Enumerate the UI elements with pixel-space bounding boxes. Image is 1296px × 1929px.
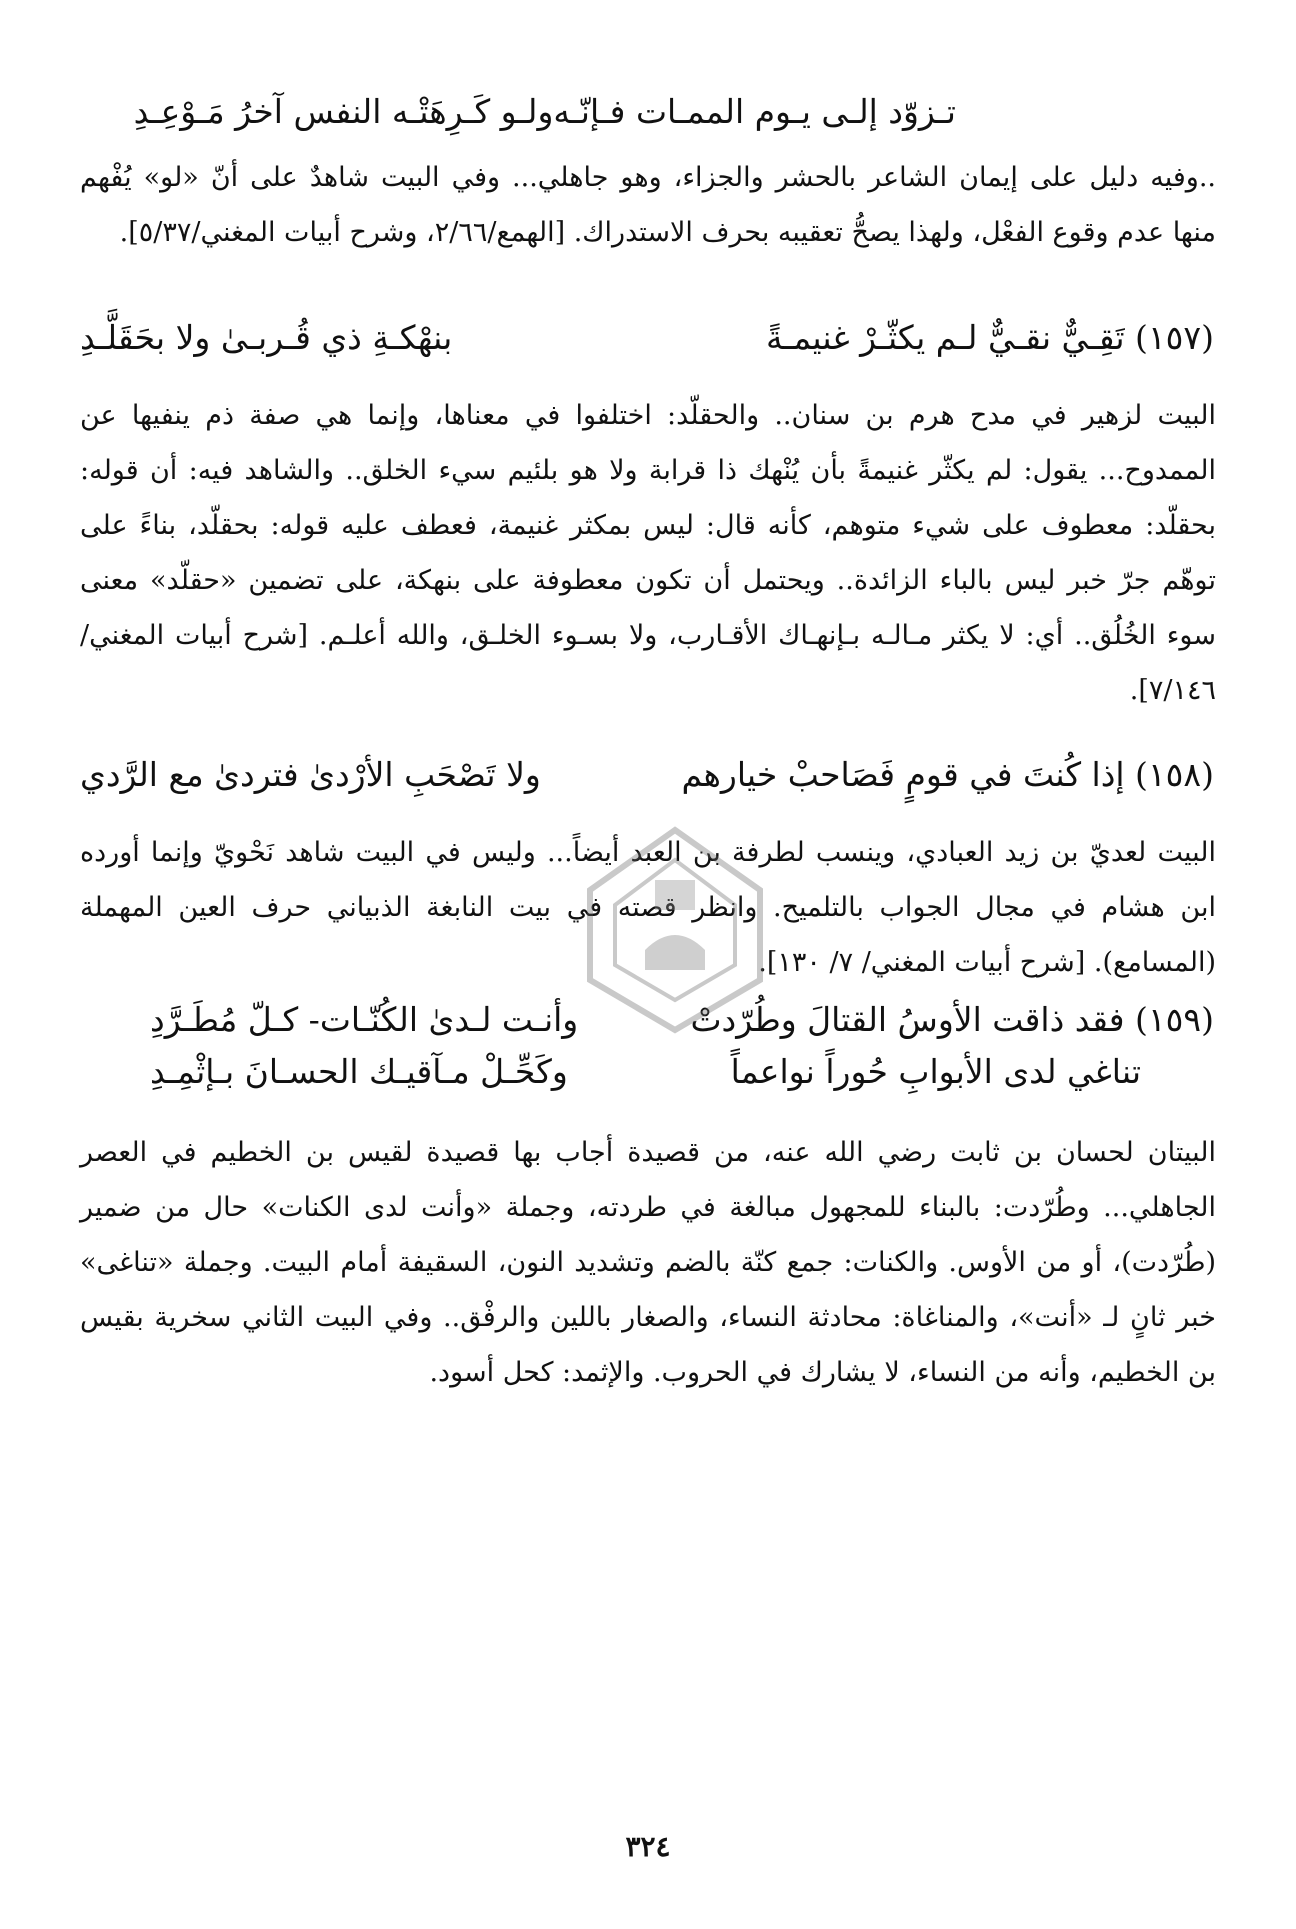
- verse-159-second: [150, 1052, 1141, 1091]
- library-watermark-seal: [560, 820, 790, 1040]
- verse-hemistich-first: (١٥٨) إذا كُنتَ في قومٍ فَصَاحبْ خيارهم: [681, 755, 1214, 794]
- verse-158: [80, 755, 1214, 794]
- verse-hemistich-second: ولا تَصْحَبِ الأرْدىٰ فتردىٰ مع الرَّدي: [80, 755, 541, 794]
- verse-hemistich-first: تـزوّد إلـى يـوم الممـات فـإنّـه: [553, 92, 956, 131]
- verse-hemistich-second: وكَحِّـلْ مـآقيـك الحسـانَ بـإثْمِـدِ: [150, 1052, 568, 1091]
- verse-hemistich-first: تناغي لدى الأبوابِ حُوراً نواعماً: [730, 1052, 1141, 1091]
- commentary-paragraph: البيتان لحسان بن ثابت رضي الله عنه، من قصيدة أجاب بها قصيدة لقيس بن الخطيم في العصر الجاهلي... وطُرّدت: بالبناء للمجهول مبالغة في طردته، وجملة «وأنت لدى الكنات» حال من ضمير (طُرّدت)، أو من الأوس. والكنات: جمع كنّة بالضم وتشديد النون، السقيفة أمام البيت. وجملة «تناغى» خبر ثانٍ لـ «أنت»، والمناغاة: محادثة النساء، والصغار باللين والرفْق.. وفي البيت الثاني سخرية بقيس بن الخطيم، وأنه من النساء، لا يشارك في الحروب. والإثمد: كحل أسود.: [80, 1137, 1216, 1388]
- page-number: ٣٢٤: [625, 1830, 671, 1863]
- commentary-paragraph: ..وفيه دليل على إيمان الشاعر بالحشر والجزاء، وهو جاهلي... وفي البيت شاهدٌ على أنّ «لو» يُفْهم منها عدم وقوع الفعْل، ولهذا يصحُّ تعقيبه بحرف الاستدراك. [الهمع/٢/٦٦، وشرح أبيات المغني/٥/٣٧].: [80, 162, 1216, 248]
- verse-hemistich-first: (١٥٩) فقد ذاقت الأوسُ القتالَ وطُرّدتْ: [690, 1000, 1214, 1039]
- verse-hemistich-second: بنهْكـةِ ذي قُـربـىٰ ولا بحَقَلَّـدِ: [80, 318, 453, 357]
- verse-hemistich-first: (١٥٧) تَقِـيٌّ نقـيٌّ لـم يكثّـرْ غنيمـةً: [765, 318, 1214, 357]
- verse-top: [133, 92, 956, 131]
- commentary-paragraph: البيت لزهير في مدح هرم بن سنان.. والحقلّد: اختلفوا في معناها، وإنما هي صفة ذم ينفيها عن الممدوح... يقول: لم يكثّر غنيمةً بأن يُنْهك ذا قرابة ولا هو بلئيم سيء الخلق.. والشاهد فيه: أن قوله: بحقلّد: معطوف على شيء متوهم، كأنه قال: ليس بمكثر غنيمة، فعطف عليه قوله: بحقلّد، بناءً على توهّم جرّ خبر ليس بالباء الزائدة.. ويحتمل أن تكون معطوفة على بنهكة، على تضمين «حقلّد» معنى سوء الخُلُق.. أي: لا يكثر مـالـه بـإنهـاك الأقـارب، ولا بسـوء الخلـق، والله أعلـم. [شرح أبيات المغني/٧/١٤٦].: [80, 400, 1216, 706]
- commentary-paragraph: البيت لعديّ بن زيد العبادي، وينسب لطرفة بن العبد أيضاً... وليس في البيت شاهد نَحْويّ وإنما أورده ابن هشام في مجال الجواب بالتلميح. وانظر قصته في بيت النابغة الذبياني حرف العين المهملة (المسامع). [شرح أبيات المغني/ ٧/ ١٣٠].: [80, 837, 1216, 978]
- verse-hemistich-second: وأنـت لـدىٰ الكُنّـات- كـلّ مُطَـرَّدِ: [150, 1000, 579, 1039]
- verse-hemistich-second: ولـو كَـرِهَتْـه النفس آخرُ مَـوْعِـدِ: [133, 92, 554, 131]
- verse-157: [80, 318, 1214, 357]
